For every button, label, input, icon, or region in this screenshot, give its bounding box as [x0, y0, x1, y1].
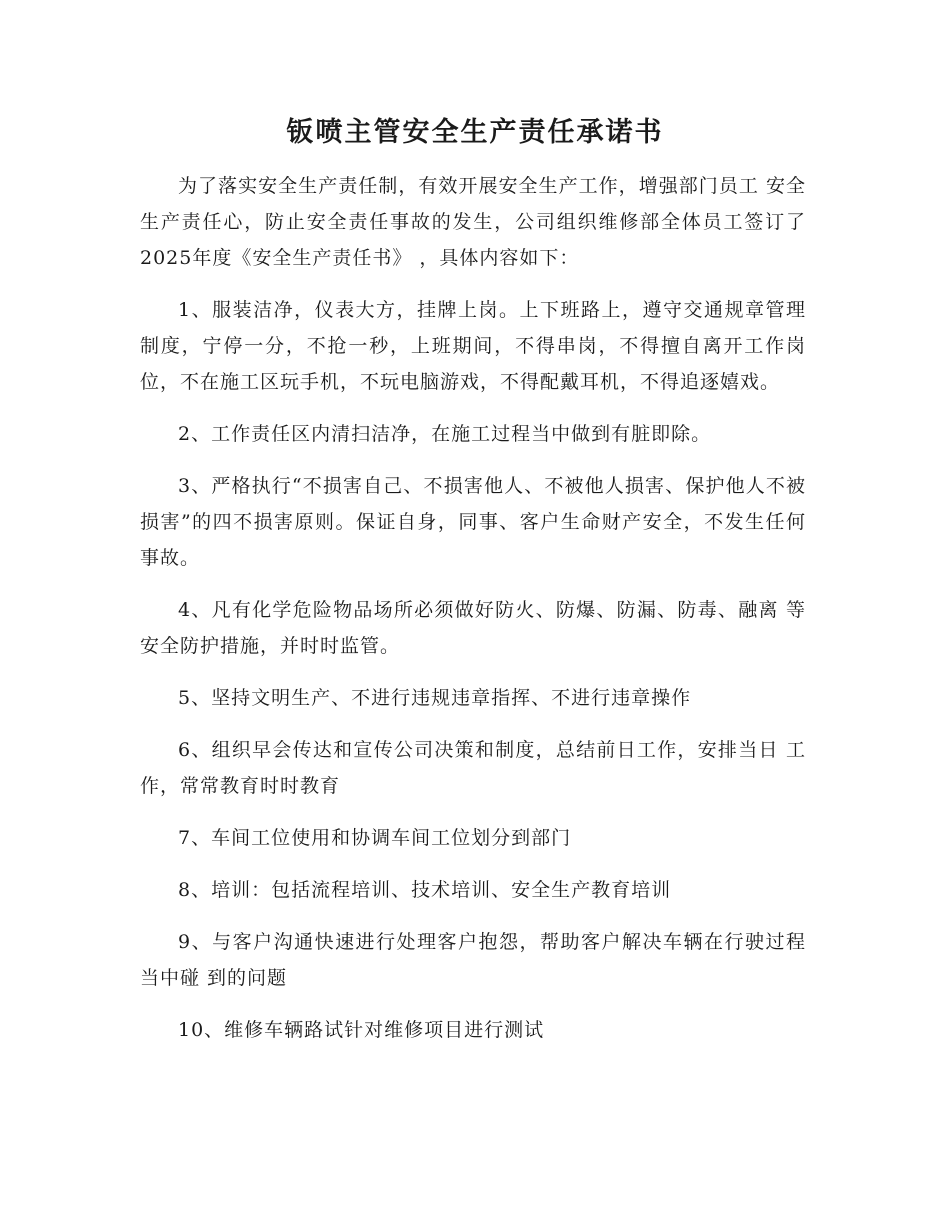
document-body: [140, 168, 806, 1064]
paragraph-item-2: 2、工作责任区内清扫洁净，在施工过程当中做到有脏即除。: [178, 423, 712, 445]
paragraph-intro: 为了落实安全生产责任制，有效开展安全生产工作，增强部门员工 安全生产责任心，防止安全责任事故的发生，公司组织维修部全体员工签订了2025年度《安全生产责任书》 ，具体内容如下：: [140, 175, 806, 269]
paragraph-item-5: 5、坚持文明生产、不进行违规违章指挥、不进行违章操作: [178, 687, 692, 709]
document-title: 钣喷主管安全生产责任承诺书: [286, 117, 664, 148]
paragraph-item-10: 10、维修车辆路试针对维修项目进行测试: [178, 1019, 545, 1041]
paragraph-item-9: 9、与客户沟通快速进行处理客户抱怨，帮助客户解决车辆在行驶过程当中碰 到的问题: [140, 931, 806, 989]
paragraph-item-6: 6、组织早会传达和宣传公司决策和制度，总结前日工作，安排当日 工作，常常教育时时教育: [140, 739, 806, 797]
paragraph-item-1: 1、服装洁净，仪表大方，挂牌上岗。上下班路上，遵守交通规章管理制度，宁停一分，不抢一秒，上班期间，不得串岗，不得擅自离开工作岗位，不在施工区玩手机，不玩电脑游戏，不得配戴耳机，不得追逐嬉戏。: [140, 299, 806, 393]
paragraph-item-4: 4、凡有化学危险物品场所必须做好防火、防爆、防漏、防毒、融离 等安全防护措施，并时时监管。: [140, 599, 806, 657]
paragraph-item-3: 3、严格执行“不损害自己、不损害他人、不被他人损害、保护他人不被损害”的四不损害原则。保证自身，同事、客户生命财产安全，不发生任何事故。: [140, 475, 806, 569]
paragraph-item-8: 8、培训：包括流程培训、技术培训、安全生产教育培训: [178, 879, 672, 901]
paragraph-item-7: 7、车间工位使用和协调车间工位划分到部门: [178, 827, 572, 849]
